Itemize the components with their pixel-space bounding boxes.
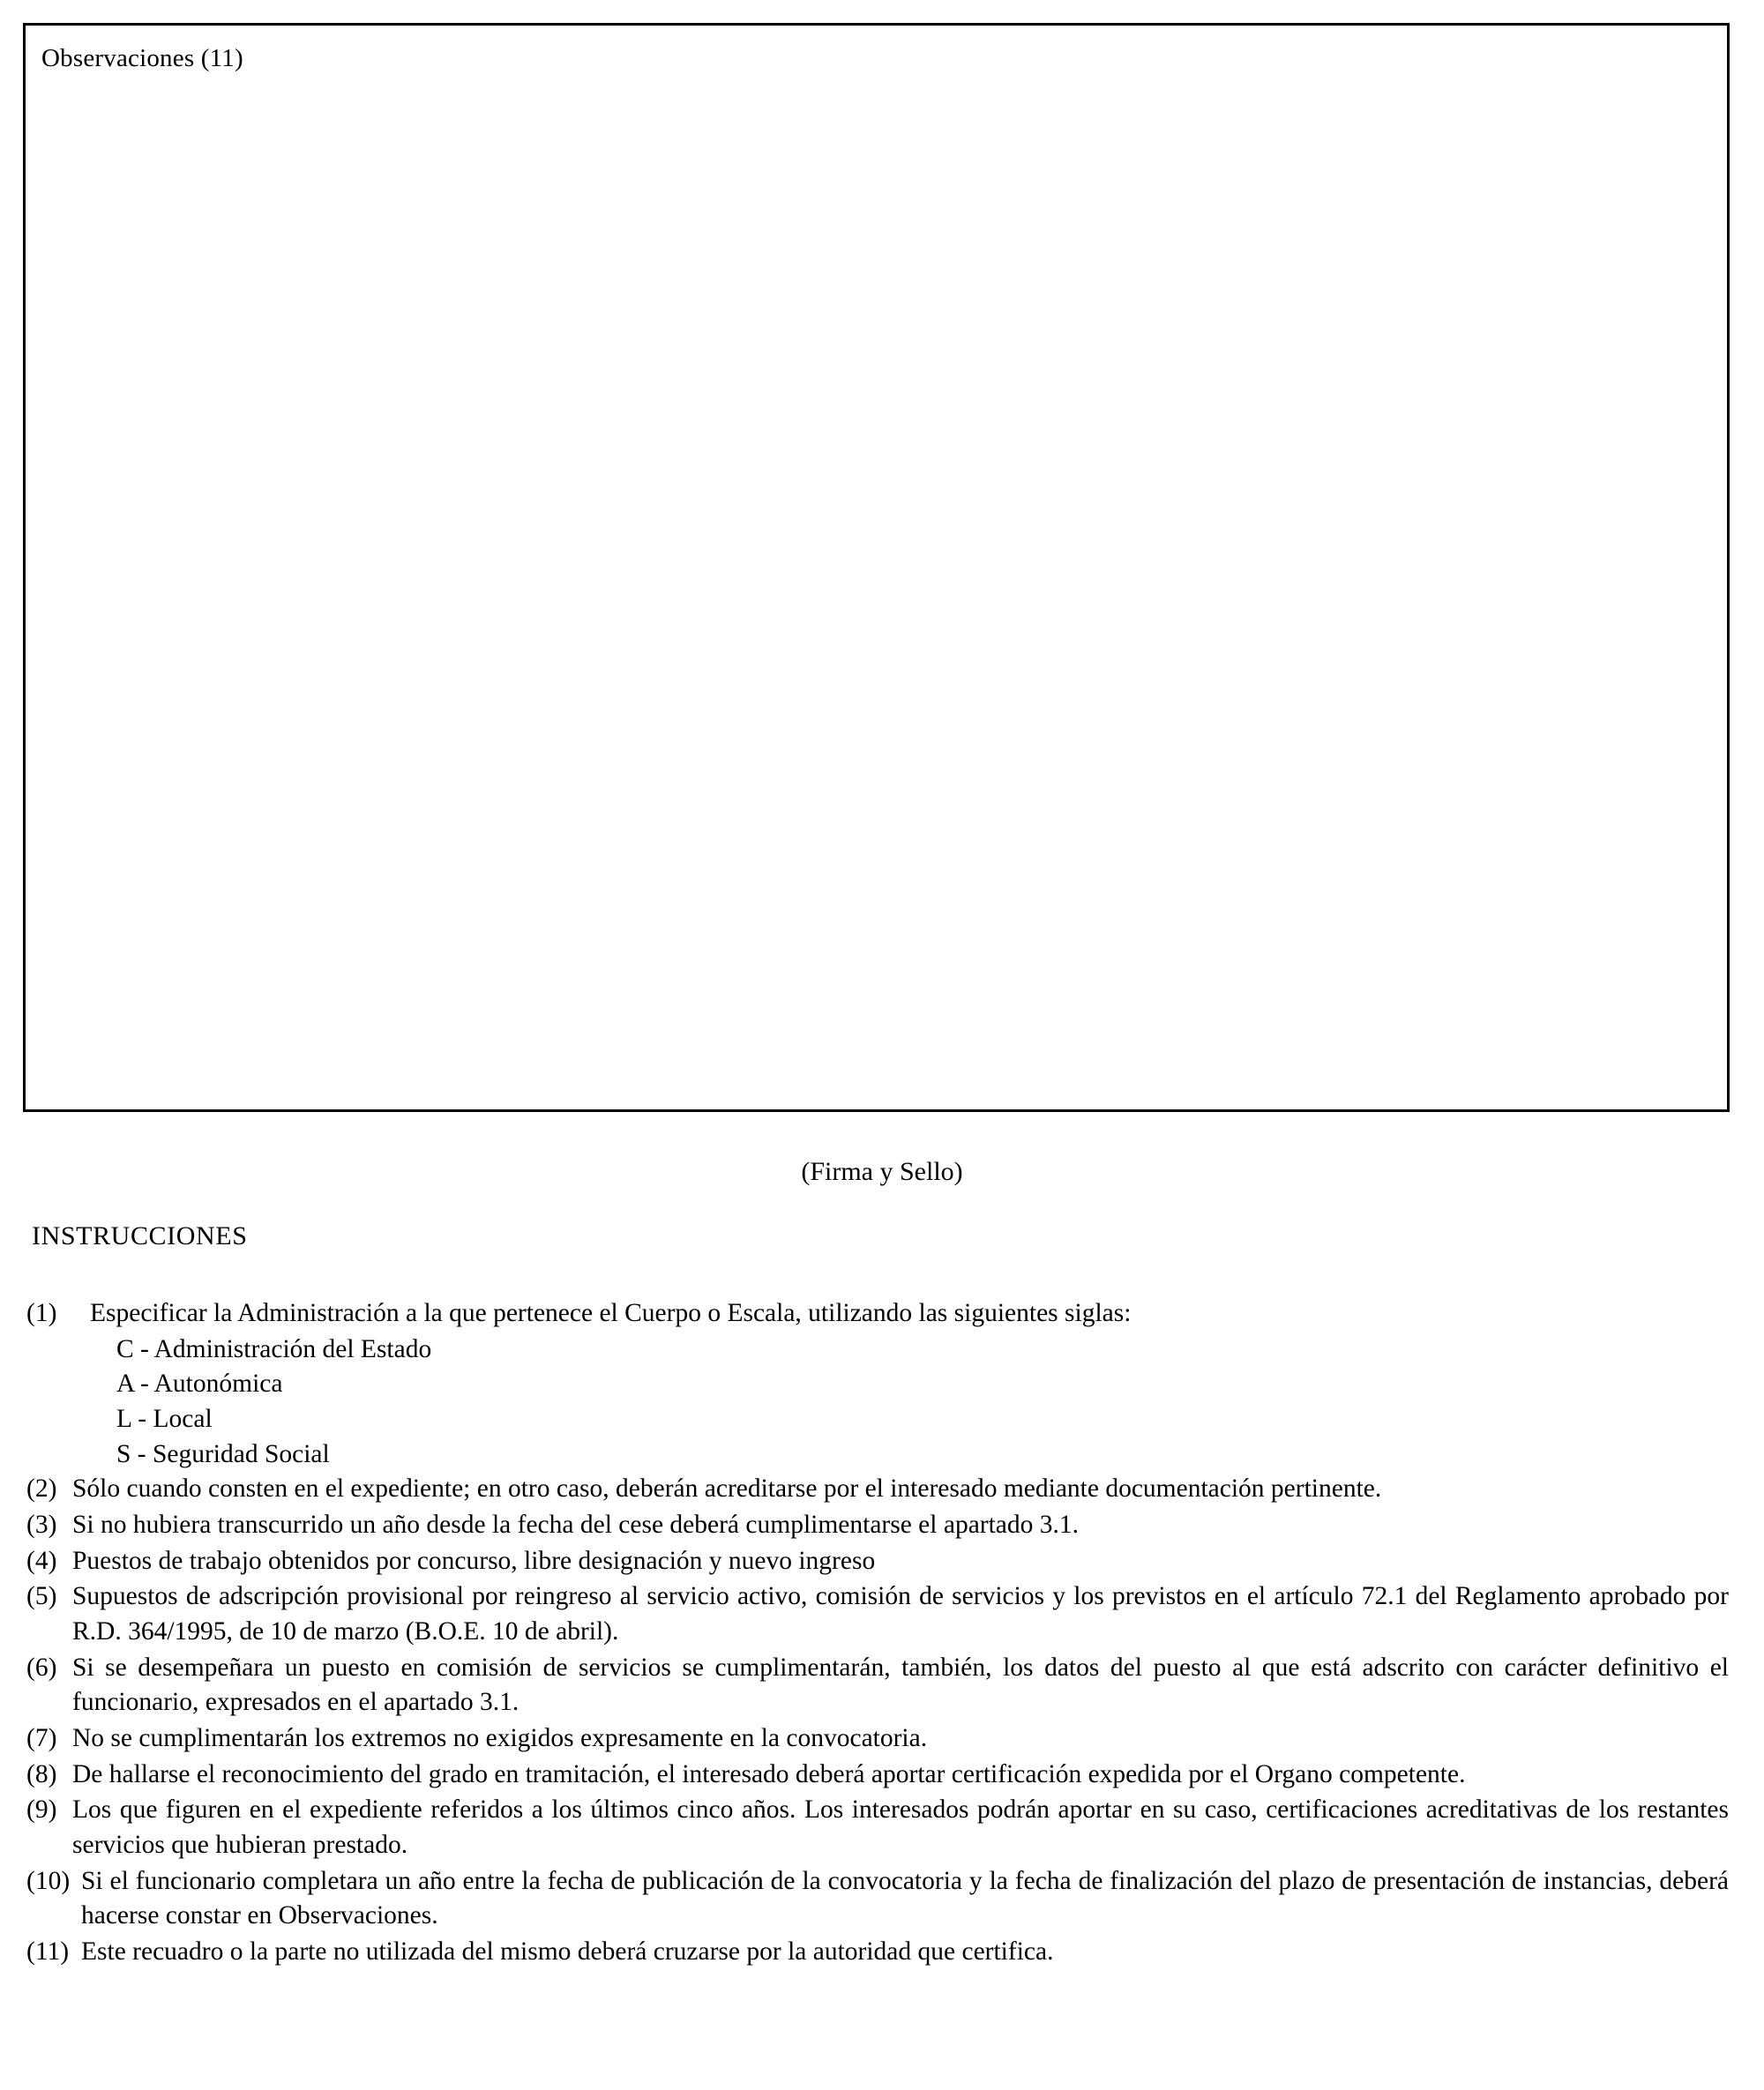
instruction-text: Si no hubiera transcurrido un año desde la fecha del cese deberá cumplimentarse el apartado 3.1. <box>72 1511 1080 1540</box>
instruction-number: (9) <box>26 1795 57 1825</box>
instruction-text: Los que figuren en el expediente referidos a los últimos cinco años. Los interesados podrán aportar en su caso, certificaciones acreditativas de los restantes servicios que hubieran prestado. <box>72 1795 1729 1860</box>
instruction-item-1 <box>26 1296 1729 1332</box>
instruction-text: Supuestos de adscripción provisional por reingreso al servicio activo, comisión de servicios y los previstos en el artículo 72.1 del Reglamento aprobado por R.D. 364/1995, de 10 de marzo (B.O.E. 10 de abril). <box>72 1582 1729 1646</box>
instruction-number: (3) <box>26 1511 57 1540</box>
sublist-item-seguridad-social: S - Seguridad Social <box>116 1439 330 1468</box>
observaciones-box[interactable] <box>23 23 1730 1112</box>
instruction-number: (10) <box>26 1866 71 1895</box>
sublist-item-local: L - Local <box>116 1405 213 1434</box>
instruction-item-3 <box>26 1508 1729 1543</box>
instrucciones-heading: INSTRUCCIONES <box>32 1221 248 1250</box>
instructions-list <box>26 1296 1729 1971</box>
sublist-item-estado: C - Administración del Estado <box>116 1334 432 1363</box>
instruction-number: (4) <box>26 1546 57 1575</box>
instruction-text: No se cumplimentarán los extremos no exigidos expresamente en la convocatoria. <box>72 1724 928 1753</box>
instruction-text: De hallarse el reconocimiento del grado en tramitación, el interesado deberá aportar certificación expedida por el Organo competente. <box>72 1759 1466 1788</box>
instruction-number: (7) <box>26 1724 57 1753</box>
instruction-item-6 <box>26 1651 1729 1721</box>
instruction-text: Especificar la Administración a la que pertenece el Cuerpo o Escala, utilizando las siguientes siglas: <box>90 1299 1132 1327</box>
instruction-text: Sólo cuando consten en el expediente; en otro caso, deberán acreditarse por el interesado mediante documentación pertinente. <box>72 1474 1382 1504</box>
instruction-text: Este recuadro o la parte no utilizada del mismo deberá cruzarse por la autoridad que certifica. <box>81 1937 1054 1967</box>
firma-y-sello-label: (Firma y Sello) <box>801 1157 963 1186</box>
instruction-number: (5) <box>26 1582 57 1611</box>
instruction-number: (1) <box>26 1299 57 1327</box>
instruction-number: (8) <box>26 1759 57 1788</box>
sublist-item-autonomica: A - Autonómica <box>116 1370 283 1399</box>
instruction-item-5 <box>26 1579 1729 1649</box>
instruction-text: Si se desempeñara un puesto en comisión de servicios se cumplimentarán, también, los datos del puesto al que está adscrito con carácter definitivo el funcionario, expresados en el apartado 3.1. <box>72 1653 1729 1717</box>
instruction-number: (11) <box>26 1937 70 1967</box>
instruction-1-sublist <box>26 1332 1729 1473</box>
instruction-item-10 <box>26 1864 1729 1934</box>
instruction-number: (2) <box>26 1474 57 1504</box>
instruction-item-9 <box>26 1793 1729 1862</box>
instruction-text: Si el funcionario completara un año entre la fecha de publicación de la convocatoria y la fecha de finalización del plazo de presentación de instancias, deberá hacerse constar en Observaciones. <box>81 1866 1729 1930</box>
instruction-text: Puestos de trabajo obtenidos por concurso, libre designación y nuevo ingreso <box>72 1546 876 1575</box>
observaciones-label: Observaciones (11) <box>41 44 243 72</box>
instruction-item-8 <box>26 1758 1729 1793</box>
instruction-item-4 <box>26 1544 1729 1579</box>
instruction-item-2 <box>26 1472 1729 1507</box>
instruction-number: (6) <box>26 1653 57 1682</box>
instruction-item-7 <box>26 1721 1729 1757</box>
instruction-item-11 <box>26 1935 1729 1970</box>
